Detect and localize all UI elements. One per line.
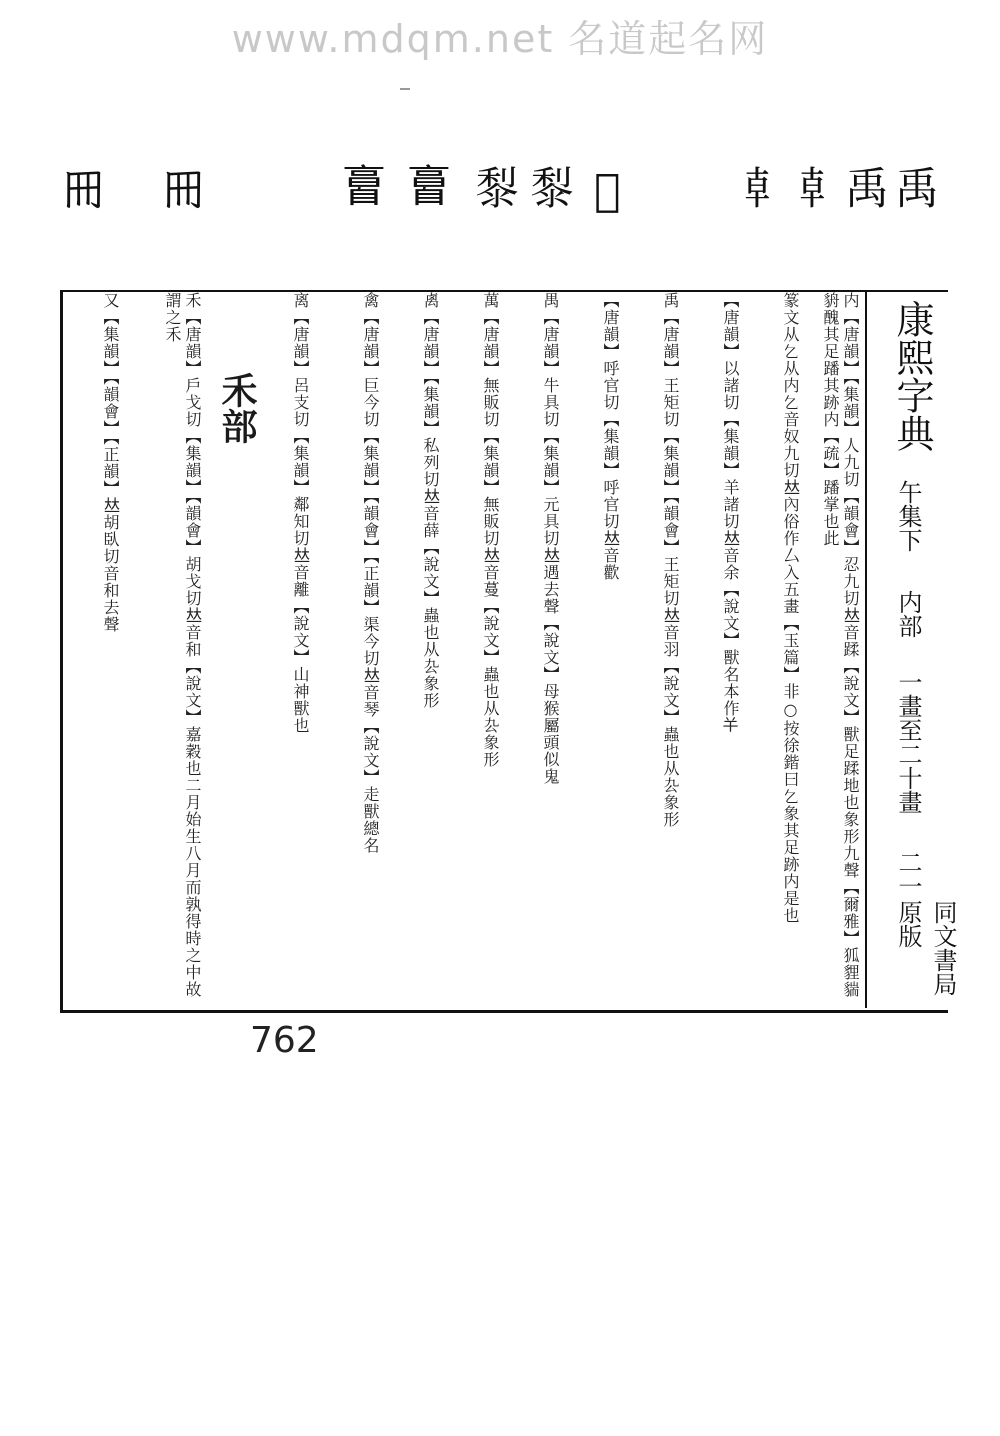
radical-label: 内部 [894,590,922,638]
seal-script-row [40,165,940,275]
entry-column: 禺【唐韻】牛具切【集韻】元具切𠀤遇去聲【說文】母猴屬頭似鬼 [541,292,560,785]
page-number: 762 [250,1020,319,1061]
entry-column: 禹【唐韻】王矩切【集韻】【韻會】王矩切𠀤音羽【說文】蟲也从厹象形 [661,292,680,828]
seal-glyph: 𠕁 [157,165,208,209]
seal-glyph: 𪏭 [522,165,573,209]
seal-glyph: 𪏭 [467,165,518,209]
seal-glyph: 𦤘 [402,165,453,209]
watermark-text: www.mdqm.net 名道起名网 [231,17,769,61]
stroke-range-label: 一畫至二十畫 [894,670,922,814]
seal-glyph: 𠦝 [727,165,778,209]
collection-label: 午集下 [894,480,922,552]
seal-glyph: 禹 [837,165,888,209]
entry-column: 【唐韻】呼官切【集韻】呼官切𠀤音歡 [601,292,620,581]
seal-glyph: 𨗆 [582,165,633,216]
dictionary-body [62,292,862,1004]
publisher-label: 同文書局原版 [894,900,957,996]
entry-column: 萬【唐韻】無販切【集韻】無販切𠀤音蔓【說文】蟲也从厹象形 [481,292,500,768]
section-title: 禾部 [216,372,258,444]
dictionary-title: 康熙字典 [890,300,934,452]
seal-glyph: 𠕁 [57,165,108,209]
entry-column: 离【唐韻】呂支切【集韻】鄰知切𠀤音離【說文】山神獸也 [291,292,310,734]
seal-glyph: 𠦝 [782,165,833,209]
entry-column: 禽【唐韻】巨今切【集韻】【韻會】【正韻】渠今切𠀤音琴【說文】走獸總名 [361,292,380,854]
divider [400,88,410,90]
seal-glyph: 禹 [887,165,938,209]
page-header [865,290,957,1008]
entry-column: 内【唐韻】【集韻】人九切【韻會】忍九切𠀤音蹂【說文】獸足蹂地也象形九聲【爾雅】狐貍貒貈醜其足蹯其跡内【疏】蹯掌也此 [821,292,860,998]
seal-glyph: 𦤘 [337,165,388,209]
entry-column: 【唐韻】以諸切【集韻】羊諸切𠀤音余【說文】獸名本作𢆉 [721,292,740,734]
entry-column: 禾【唐韻】戶戈切【集韻】【韻會】胡戈切𠀤音和【說文】嘉穀也二月始生八月而孰得時之中故謂之禾 [163,292,202,998]
folio-number: 二一 [894,850,922,898]
entry-column: 篆文从𠃉从内𠃉音奴九切𠀤內俗作厶入五畫【玉篇】非○按徐鍇曰𠃉象其足跡内是也 [781,292,800,924]
entry-column: 又【集韻】【韻會】【正韻】𠀤胡臥切音和去聲 [101,292,120,633]
entry-column: 禼【唐韻】【集韻】私列切𠀤音薛【說文】蟲也从厹象形 [421,292,440,709]
